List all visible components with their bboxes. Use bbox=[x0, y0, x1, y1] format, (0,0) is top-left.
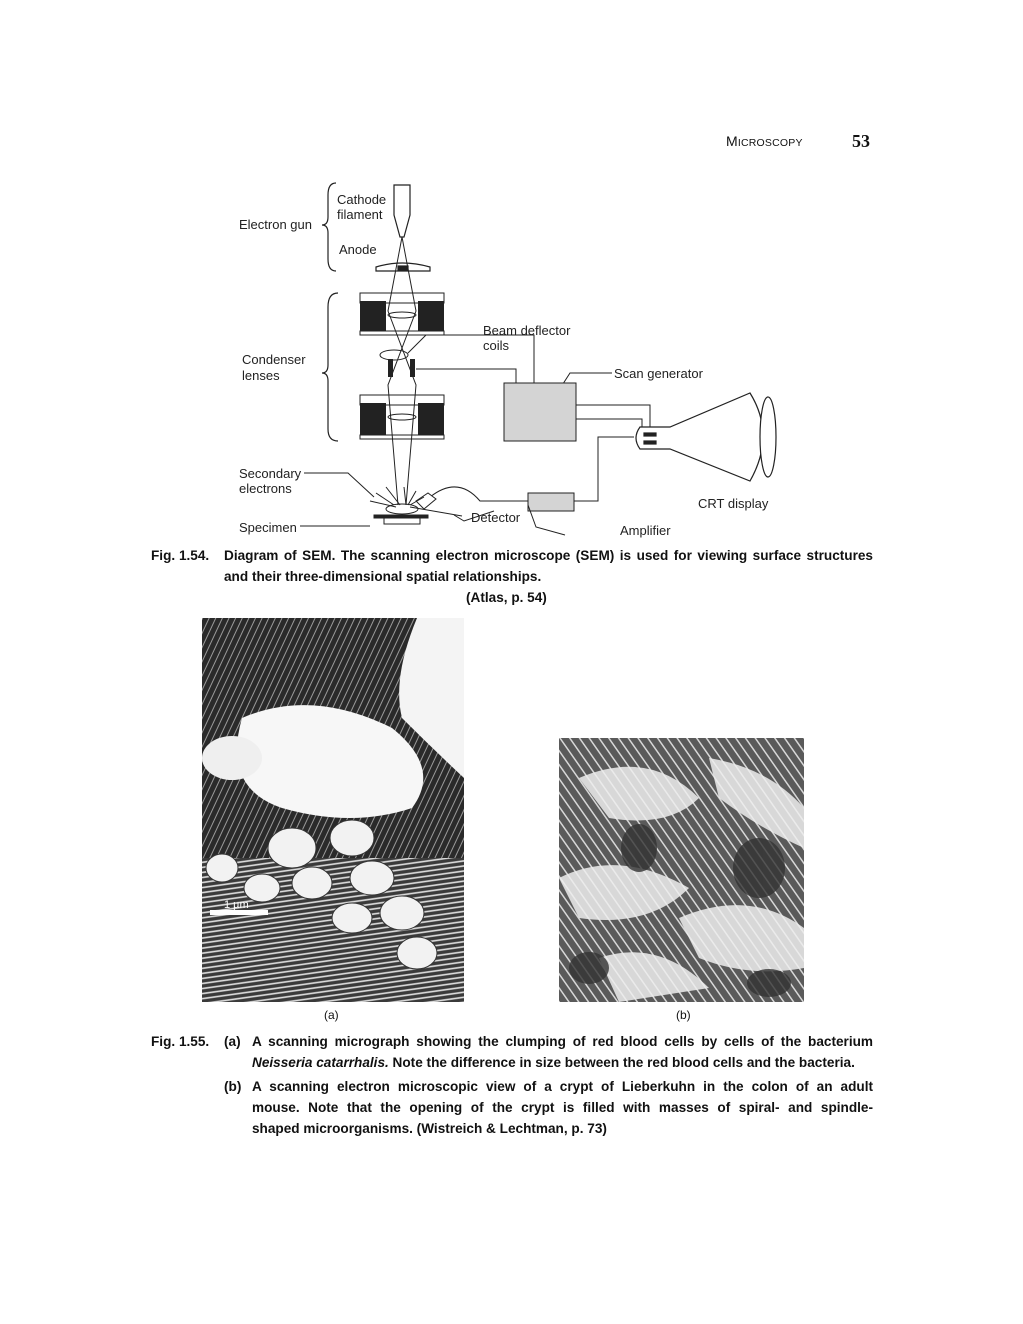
label-cathode: Cathode bbox=[337, 192, 387, 207]
fig-1-54-line1: Diagram of SEM. The scanning electron microscope (SEM) is used for viewing surface structures bbox=[224, 548, 873, 563]
fig-1-54-line2: and their three-dimensional spatial relationships. bbox=[224, 569, 542, 584]
label-detector: Detector bbox=[471, 510, 521, 525]
label-amplifier: Amplifier bbox=[620, 523, 671, 538]
fig-1-55-marker-a: (a) bbox=[224, 1034, 241, 1049]
crt-display bbox=[636, 393, 776, 481]
fig-1-55-a-line1: A scanning micrograph showing the clumping of red blood cells by cells of the bacterium bbox=[252, 1034, 873, 1049]
fig-1-55-number: Fig. 1.55. bbox=[151, 1034, 210, 1049]
fig-1-55-a-line2: Neisseria catarrhalis. Note the difference in size between the red blood cells and the bacteria. bbox=[252, 1055, 855, 1070]
label-scan-generator: Scan generator bbox=[614, 366, 703, 381]
fig-1-55-b-line2: mouse. Note that the opening of the crypt is filled with masses of spiral- and spindle- bbox=[252, 1100, 873, 1115]
specimen-assembly bbox=[370, 487, 428, 524]
fig-1-55-b-line3: shaped microorganisms. (Wistreich & Lechtman, p. 73) bbox=[252, 1121, 607, 1136]
condenser-brace bbox=[322, 293, 338, 441]
label-condenser: Condenser bbox=[242, 352, 306, 367]
amplifier-box bbox=[528, 493, 574, 511]
label-coils: coils bbox=[483, 338, 510, 353]
fig-1-55-marker-b: (b) bbox=[224, 1079, 242, 1094]
micrograph-b bbox=[559, 738, 804, 1002]
electron-gun-brace bbox=[322, 183, 336, 271]
condenser-lens-upper bbox=[360, 293, 444, 335]
fig-1-54-caption bbox=[151, 545, 873, 611]
label-electron-gun: Electron gun bbox=[239, 217, 312, 232]
page-number: 53 bbox=[852, 131, 870, 151]
condenser-lens-lower bbox=[360, 395, 444, 439]
label-filament: filament bbox=[337, 207, 383, 222]
fig-1-54-source: (Atlas, p. 54) bbox=[466, 590, 547, 605]
panel-label-b: (b) bbox=[676, 1008, 691, 1022]
micrograph-a bbox=[202, 618, 464, 1002]
fig-1-54-number: Fig. 1.54. bbox=[151, 548, 210, 563]
detector bbox=[416, 493, 436, 509]
fig-1-55-caption bbox=[151, 1031, 873, 1143]
label-electrons: electrons bbox=[239, 481, 292, 496]
label-beam-deflector: Beam deflector bbox=[483, 323, 571, 338]
species-name: Neisseria catarrhalis. bbox=[252, 1055, 389, 1070]
fig-1-55-b-line1: A scanning electron microscopic view of a crypt of Lieberkuhn in the colon of an adult bbox=[252, 1079, 873, 1094]
sem-diagram bbox=[230, 175, 790, 545]
panel-label-a: (a) bbox=[324, 1008, 339, 1022]
label-specimen: Specimen bbox=[239, 520, 297, 535]
label-anode: Anode bbox=[339, 242, 377, 257]
running-title: MICROSCOPY bbox=[726, 133, 803, 149]
label-lenses: lenses bbox=[242, 368, 280, 383]
label-secondary: Secondary bbox=[239, 466, 302, 481]
scan-generator-box bbox=[504, 383, 576, 441]
cathode-filament bbox=[394, 185, 410, 237]
label-crt-display: CRT display bbox=[698, 496, 769, 511]
deflector-coils bbox=[380, 350, 415, 377]
scale-bar-label: 1 µm bbox=[224, 899, 249, 911]
